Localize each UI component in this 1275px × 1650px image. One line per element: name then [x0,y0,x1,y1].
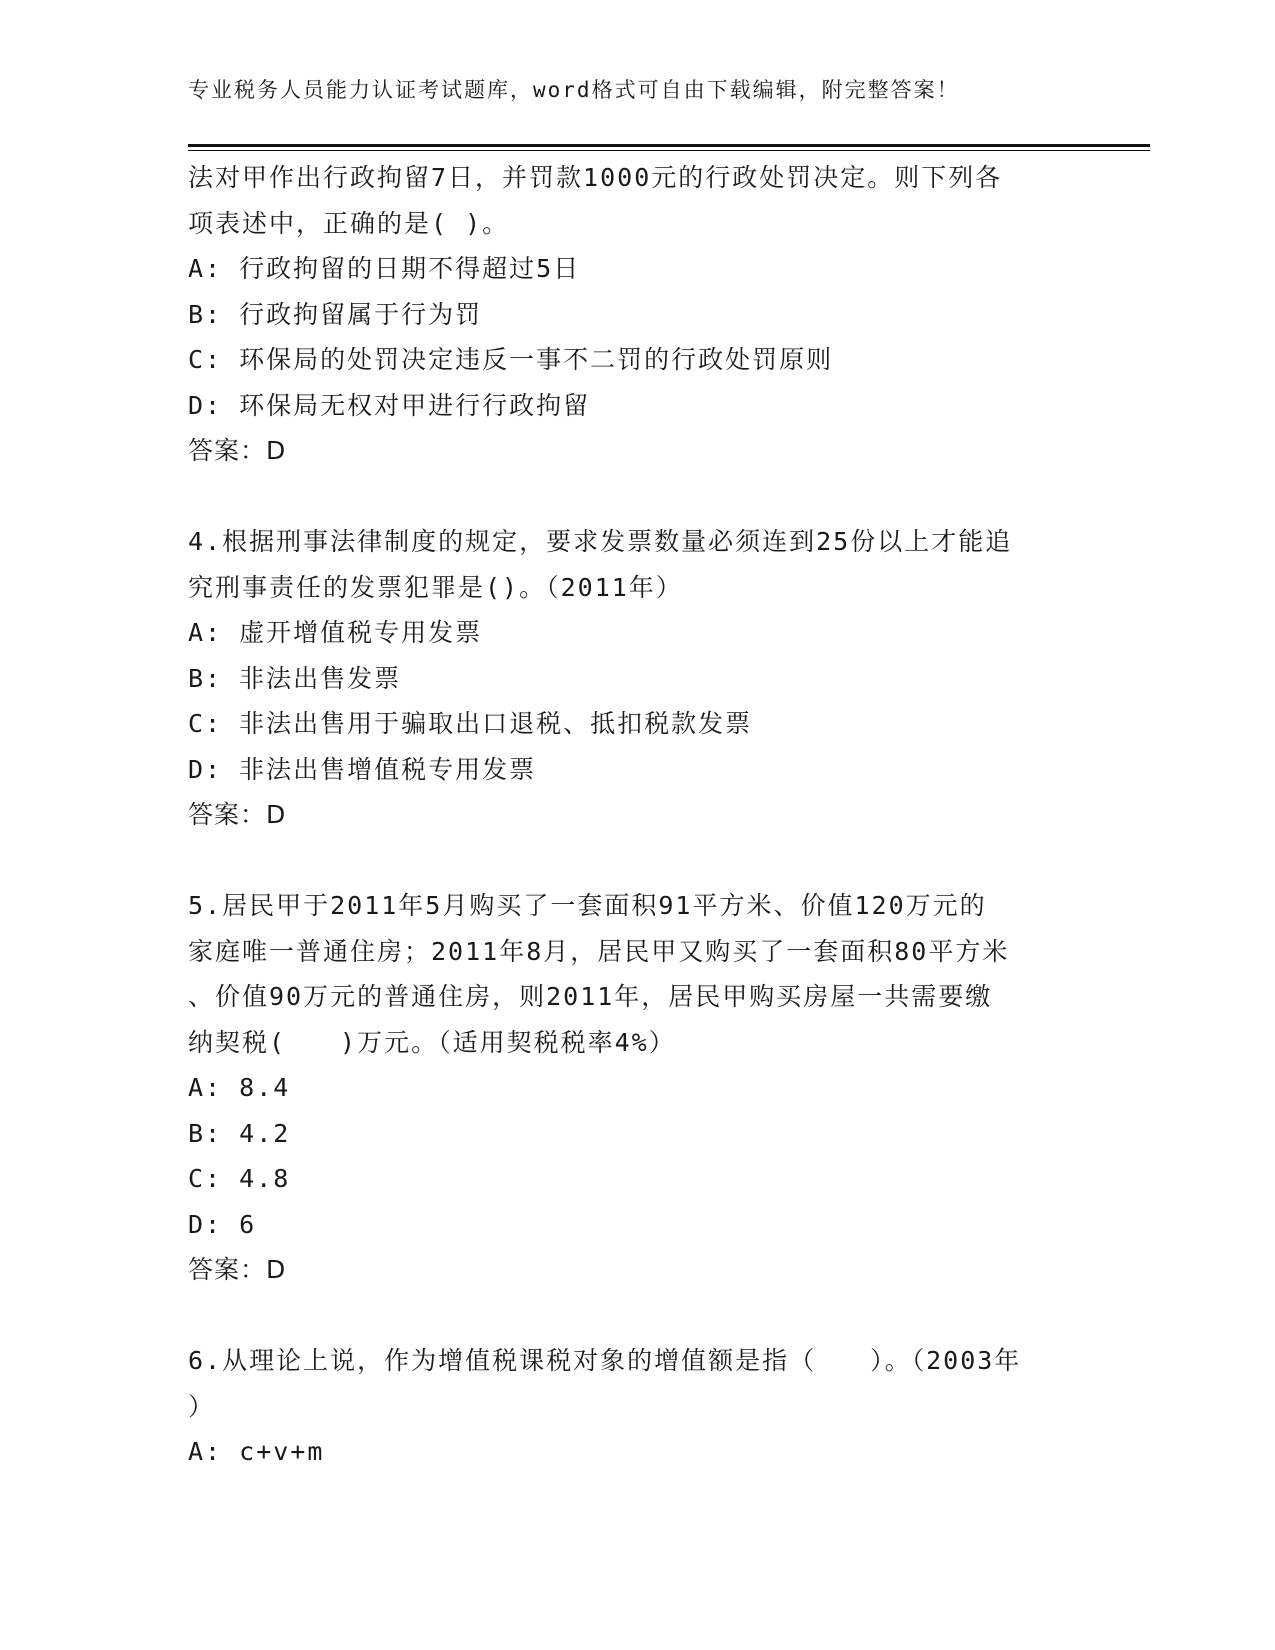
option-a: A: 虚开增值税专用发票 [188,618,483,647]
question-content [188,155,1088,1475]
option-c: C: 环保局的处罚决定违反一事不二罚的行政处罚原则 [188,345,834,374]
option-d: D: 非法出售增值税专用发票 [188,754,537,784]
question-6 [188,1338,1088,1475]
question-4 [188,519,1088,838]
option-d: D: 6 [188,1209,257,1239]
spacer [188,838,1088,884]
option-a: A: 8.4 [188,1073,291,1102]
spacer [188,474,1088,520]
question-stem-line: 、价值90万元的普通住房，则2011年，居民甲购买房屋一共需要缴 [188,982,993,1011]
question-5 [188,883,1088,1293]
question-stem-line: 5.居民甲于2011年5月购买了一套面积91平方米、价值120万元的 [188,891,987,920]
option-b: B: 行政拘留属于行为罚 [188,299,483,329]
option-d: D: 环保局无权对甲进行行政拘留 [188,390,591,420]
answer: 答案：D [188,1255,287,1284]
option-c: C: 非法出售用于骗取出口退税、抵扣税款发票 [188,709,753,738]
question-stem-line: ） [188,1391,216,1421]
option-a: A: c+v+m [188,1437,325,1466]
page-header: 专业税务人员能力认证考试题库，word格式可自由下载编辑，附完整答案！ [188,78,960,102]
option-c: C: 4.8 [188,1164,291,1193]
question-stem-line: 4.根据刑事法律制度的规定，要求发票数量必须连到25份以上才能追 [188,527,1013,556]
question-stem-line: 家庭唯一普通住房；2011年8月，居民甲又购买了一套面积80平方米 [188,936,1010,966]
answer: 答案：D [188,436,287,465]
answer: 答案：D [188,800,287,829]
spacer [188,1293,1088,1339]
question-stem-line: 6.从理论上说，作为增值税课税对象的增值额是指（ ）。（2003年 [188,1346,1022,1375]
option-b: B: 非法出售发票 [188,663,402,693]
option-a: A: 行政拘留的日期不得超过5日 [188,254,581,283]
header-rule-thick [188,144,1150,147]
question-stem-line: 纳契税( )万元。（适用契税税率4%） [188,1027,676,1057]
question-stem-line: 法对甲作出行政拘留7日，并罚款1000元的行政处罚决定。则下列各 [188,163,1003,192]
question-stem-line: 项表述中，正确的是( )。 [188,208,510,238]
option-b: B: 4.2 [188,1118,291,1148]
header-rule-thin [188,150,1150,151]
question-stem-line: 究刑事责任的发票犯罪是()。（2011年） [188,572,683,602]
question-3 [188,155,1088,474]
